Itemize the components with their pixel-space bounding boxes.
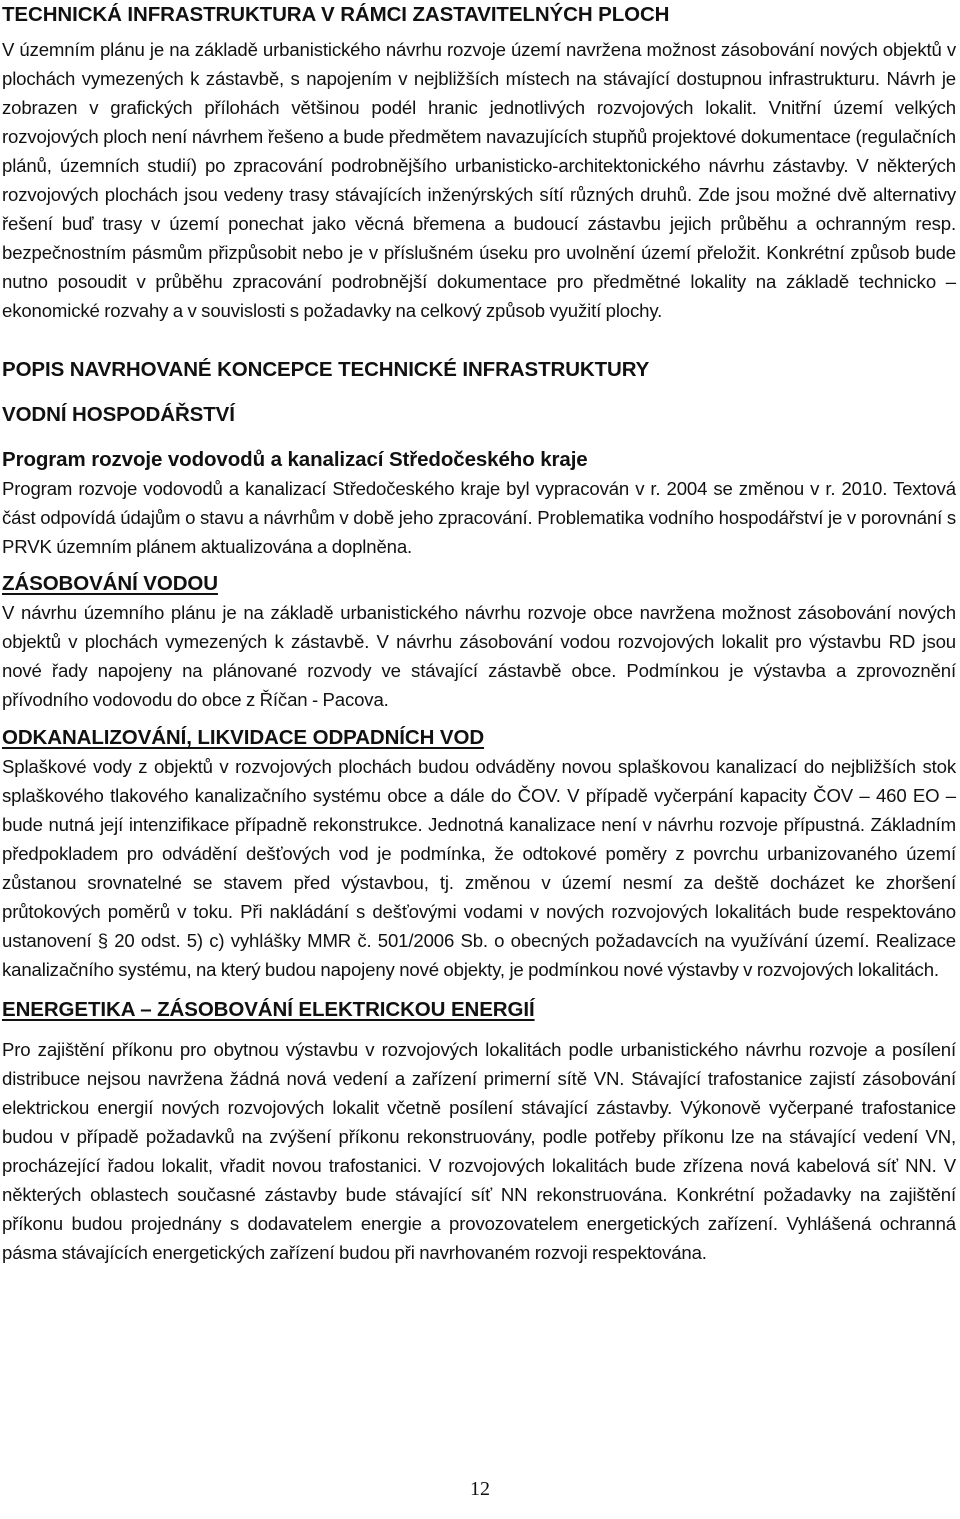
section-title-program: Program rozvoje vodovodů a kanalizací Středočeského kraje <box>2 448 588 471</box>
section-title-technical-infrastructure: TECHNICKÁ INFRASTRUKTURA V RÁMCI ZASTAVITELNÝCH PLOCH <box>2 3 670 26</box>
paragraph-intro: V územním plánu je na základě urbanistického návrhu rozvoje území navržena možnost zásobování nových objektů v plochách vymezených k zástavbě, s napojením v nejbližších místech na stávající dostupnou infrastrukturu. Návrh je zobrazen v grafických přílohách většinou podél hranic jednotlivých rozvojových lokalit. Vnitřní území velkých rozvojových ploch není návrhem řešeno a bude předmětem navazujících stupňů projektové dokumentace (regulačních plánů, územních studií) po zpracování podrobnějšího urbanisticko-architektonického návrhu zástavby. V některých rozvojových plochách jsou vedeny trasy stávajících inženýrských sítí různých druhů. Zde jsou možné dvě alternativy řešení buď trasy v území ponechat jako věcná břemena a budoucí zástavbu jejich průběhu a ochranným resp. bezpečnostním pásmům přizpůsobit nebo je v příslušném úseku pro uvolnění území přeložit. Konkrétní způsob bude nutno posoudit v průběhu zpracování podrobnější dokumentace pro předmětné lokality na základě technicko – ekonomické rozvahy a v souvislosti s požadavky na celkový způsob využití plochy. <box>2 39 956 321</box>
section-title-energy: ENERGETIKA – ZÁSOBOVÁNÍ ELEKTRICKOU ENERGIÍ <box>2 998 535 1021</box>
section-title-sewerage: ODKANALIZOVÁNÍ, LIKVIDACE ODPADNÍCH VOD <box>2 726 485 749</box>
section-title-water-management: VODNÍ HOSPODÁŘSTVÍ <box>2 403 235 426</box>
page-number: 12 <box>470 1478 490 1500</box>
paragraph-sewerage: Splaškové vody z objektů v rozvojových plochách budou odváděny novou splaškovou kanalizací do nejbližších stok splaškového tlakového kanalizačního systému obce a dále do ČOV. V případě vyčerpání kapacity ČOV – 460 EO – bude nutná její intenzifikace případně rekonstrukce. Jednotná kanalizace není v návrhu rozvoje přípustná. Základním předpokladem pro odvádění dešťových vod je podmínka, že odtokové poměry z povrchu urbanizovaného území zůstanou srovnatelné se stavem před výstavbou, tj. změnou v území nesmí za deště docházet ke zhoršení průtokových poměrů v toku. Při nakládání s dešťovými vodami v nových rozvojových lokalitách bude respektováno ustanovení § 20 odst. 5) c) vyhlášky MMR č. 501/2006 Sb. o obecných požadavcích na využívání území. Realizace kanalizačního systému, na který budou napojeny nové objekty, je podmínkou nové výstavby v rozvojových lokalitách. <box>2 756 956 980</box>
paragraph-energy: Pro zajištění příkonu pro obytnou výstavbu v rozvojových lokalitách podle urbanistického návrhu rozvoje a posílení distribuce nejsou navržena žádná nová vedení a zařízení primerní sítě VN. Stávající trafostanice zajistí zásobování elektrickou energií nových rozvojových lokalit včetně posílení stávající zástavby. Výkonově vyčerpané trafostanice budou v případě požadavků na zvýšení příkonu rekonstruovány, podle potřeby příkonu lze na stávající vedení VN, procházející řadou lokalit, vřadit novou trafostanici. V rozvojových lokalitách bude zřízena nová kabelová síť NN. V některých oblastech současné zástavby bude stávající síť NN rekonstruována. Konkrétní požadavky na zajištění příkonu budou projednány s dodavatelem energie a provozovatelem energetických zařízení. Vyhlášená ochranná pásma stávajících energetických zařízení budou při navrhovaném rozvoji respektována. <box>2 1039 956 1263</box>
section-title-concept: POPIS NAVRHOVANÉ KONCEPCE TECHNICKÉ INFRASTRUKTURY <box>2 358 650 381</box>
paragraph-program: Program rozvoje vodovodů a kanalizací Středočeského kraje byl vypracován v r. 2004 se změnou v r. 2010. Textová část odpovídá údajům o stavu a návrhům v době jeho zpracování. Problematika vodního hospodářství je v porovnání s PRVK územním plánem aktualizována a doplněna. <box>2 478 956 557</box>
section-title-water-supply: ZÁSOBOVÁNÍ VODOU <box>2 572 218 595</box>
paragraph-water-supply: V návrhu územního plánu je na základě urbanistického návrhu rozvoje obce navržena možnost zásobování nových objektů v plochách vymezených k zástavbě. V návrhu zásobování vodou rozvojových lokalit pro výstavbu RD jsou nové řady napojeny na plánované rozvody ve stávající zástavbě obce. Podmínkou je výstavba a zprovoznění přívodního vodovodu do obce z Říčan - Pacova. <box>2 602 956 710</box>
